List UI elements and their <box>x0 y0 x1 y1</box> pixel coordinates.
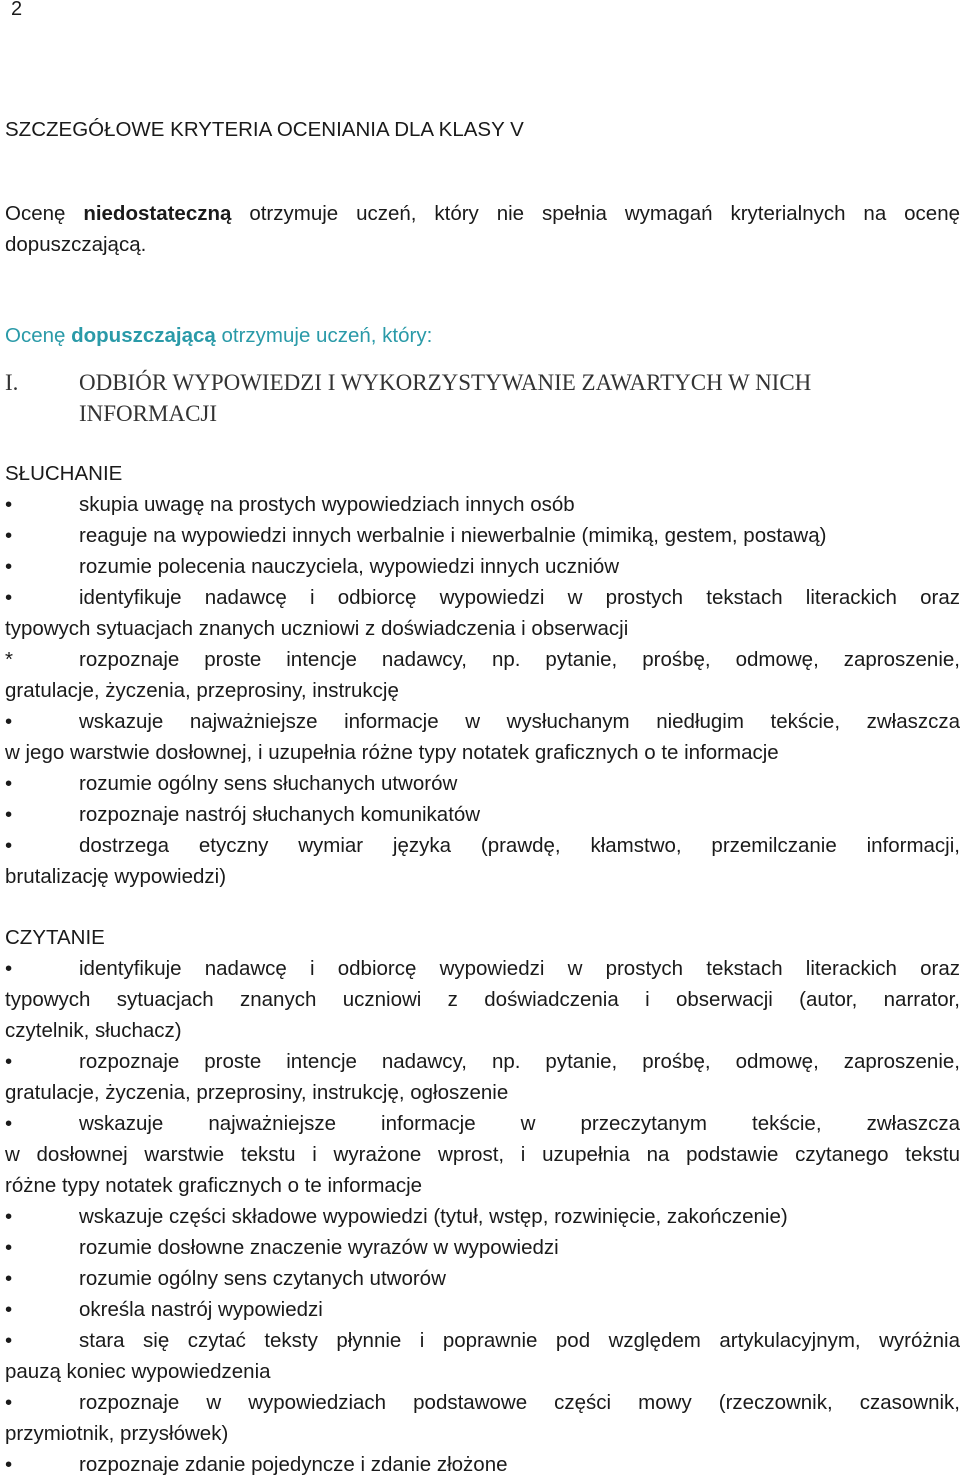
czytanie-item-text: wskazuje najważniejsze informacje w przeczytanym tekście, zwłaszcza <box>79 1112 960 1135</box>
sluchanie-bullet: • <box>5 586 13 609</box>
sluchanie-bullet: • <box>5 710 13 733</box>
intro-paragraph <box>5 198 960 260</box>
intro-grade: niedostateczną <box>83 202 232 225</box>
czytanie-item-text: rozpoznaje proste intencje nadawcy, np. pytanie, prośbę, odmowę, zaproszenie, <box>79 1050 960 1073</box>
sluchanie-item <box>5 706 960 768</box>
czytanie-bullet: • <box>5 1236 13 1259</box>
czytanie-bullet: • <box>5 1329 13 1352</box>
sluchanie-item <box>5 644 960 706</box>
czytanie-item <box>5 1325 960 1387</box>
czytanie-item-continuation: typowych sytuacjach znanych uczniowi z doświadczenia i obserwacji (autor, narrator, <box>5 988 960 1011</box>
sluchanie-item-text: skupia uwagę na prostych wypowiedziach innych osób <box>79 493 575 516</box>
sluchanie-item-line <box>5 520 960 551</box>
czytanie-item-line <box>5 1263 960 1294</box>
czytanie-bullet: • <box>5 1298 13 1321</box>
sluchanie-item <box>5 520 960 551</box>
sluchanie-item-line <box>5 706 960 737</box>
czytanie-item <box>5 1232 960 1263</box>
sluchanie-item-text: dostrzega etyczny wymiar języka (prawdę, kłamstwo, przemilczanie informacji, <box>79 834 960 857</box>
sluchanie-bullet: * <box>5 648 13 671</box>
czytanie-item-line <box>5 1201 960 1232</box>
czytanie-bullet: • <box>5 1391 13 1414</box>
czytanie-item-text: identyfikuje nadawcę i odbiorcę wypowiedzi w prostych tekstach literackich oraz <box>79 957 960 980</box>
sluchanie-item-line <box>5 582 960 613</box>
czytanie-item-continuation: pauzą koniec wypowiedzenia <box>5 1360 271 1383</box>
czytanie-item-continuation: przymiotnik, przysłówek) <box>5 1422 229 1445</box>
sluchanie-bullet: • <box>5 834 13 857</box>
czytanie-item-continuation: gratulacje, życzenia, przeprosiny, instrukcję, ogłoszenie <box>5 1081 509 1104</box>
grade-name: dopuszczającą <box>71 324 216 347</box>
czytanie-item-text: rozumie ogólny sens czytanych utworów <box>79 1267 446 1290</box>
sluchanie-bullet: • <box>5 493 13 516</box>
czytanie-bullet: • <box>5 1205 13 1228</box>
sluchanie-item-line <box>5 768 960 799</box>
czytanie-bullet: • <box>5 1050 13 1073</box>
czytanie-label: CZYTANIE <box>5 926 105 949</box>
section-heading <box>5 367 960 429</box>
sluchanie-item <box>5 799 960 830</box>
sluchanie-bullet: • <box>5 772 13 795</box>
grade-post: otrzymuje uczeń, który: <box>215 324 433 347</box>
sluchanie-bullet: • <box>5 524 13 547</box>
czytanie-item-text: rozpoznaje w wypowiedziach podstawowe części mowy (rzeczownik, czasownik, <box>79 1391 960 1414</box>
sluchanie-item-line <box>5 489 960 520</box>
czytanie-item-line <box>5 1046 960 1077</box>
czytanie-item-line <box>5 1449 960 1480</box>
section-number: I. <box>5 370 19 395</box>
sluchanie-item-continuation: typowych sytuacjach znanych uczniowi z doświadczenia i obserwacji <box>5 617 629 640</box>
sluchanie-item-continuation: brutalizację wypowiedzi) <box>5 865 227 888</box>
page-number: 2 <box>11 0 23 20</box>
sluchanie-label: SŁUCHANIE <box>5 462 123 485</box>
czytanie-bullet: • <box>5 1267 13 1290</box>
czytanie-item <box>5 1108 960 1201</box>
czytanie-item <box>5 1387 960 1449</box>
czytanie-item <box>5 1046 960 1108</box>
sluchanie-item-text: wskazuje najważniejsze informacje w wysłuchanym niedługim tekście, zwłaszcza <box>79 710 960 733</box>
czytanie-item-text: stara się czytać teksty płynnie i poprawnie pod względem artykulacyjnym, wyróżnia <box>79 1329 960 1352</box>
sluchanie-item <box>5 551 960 582</box>
page-title: SZCZEGÓŁOWE KRYTERIA OCENIANIA DLA KLASY V <box>5 118 524 141</box>
czytanie-item-line <box>5 1232 960 1263</box>
sluchanie-item-text: rozpoznaje proste intencje nadawcy, np. pytanie, prośbę, odmowę, zaproszenie, <box>79 648 960 671</box>
sluchanie-item-text: rozpoznaje nastrój słuchanych komunikatów <box>79 803 481 826</box>
czytanie-item-line <box>5 1108 960 1139</box>
sluchanie-item-line <box>5 551 960 582</box>
intro-pre: Ocenę <box>5 202 84 225</box>
section-heading-line1: ODBIÓR WYPOWIEDZI I WYKORZYSTYWANIE ZAWARTYCH W NICH <box>79 370 812 395</box>
sluchanie-item-text: rozumie ogólny sens słuchanych utworów <box>79 772 458 795</box>
sluchanie-item-text: identyfikuje nadawcę i odbiorcę wypowiedzi w prostych tekstach literackich oraz <box>79 586 960 609</box>
czytanie-item <box>5 953 960 1046</box>
sluchanie-item-continuation: gratulacje, życzenia, przeprosiny, instrukcję <box>5 679 399 702</box>
czytanie-item <box>5 1449 960 1480</box>
czytanie-item-line <box>5 1325 960 1356</box>
czytanie-item-continuation: różne typy notatek graficznych o te informacje <box>5 1174 423 1197</box>
czytanie-item-text: wskazuje części składowe wypowiedzi (tytuł, wstęp, rozwinięcie, zakończenie) <box>79 1205 788 1228</box>
czytanie-bullet: • <box>5 1453 13 1476</box>
sluchanie-item-line <box>5 830 960 861</box>
sluchanie-item-text: rozumie polecenia nauczyciela, wypowiedzi innych uczniów <box>79 555 620 578</box>
czytanie-item-text: rozumie dosłowne znaczenie wyrazów w wypowiedzi <box>79 1236 559 1259</box>
sluchanie-item-line <box>5 799 960 830</box>
czytanie-item <box>5 1201 960 1232</box>
sluchanie-item <box>5 768 960 799</box>
czytanie-item <box>5 1263 960 1294</box>
intro-post: otrzymuje uczeń, który nie spełnia wymagań kryterialnych na ocenę dopuszczającą. <box>5 202 960 256</box>
czytanie-item-line <box>5 1387 960 1418</box>
sluchanie-bullet: • <box>5 803 13 826</box>
czytanie-item-line <box>5 1294 960 1325</box>
czytanie-bullet: • <box>5 1112 13 1135</box>
czytanie-item-text: rozpoznaje zdanie pojedyncze i zdanie złożone <box>79 1453 508 1476</box>
czytanie-item-continuation: czytelnik, słuchacz) <box>5 1019 182 1042</box>
sluchanie-item-line <box>5 644 960 675</box>
czytanie-bullet: • <box>5 957 13 980</box>
sluchanie-item <box>5 489 960 520</box>
grade-pre: Ocenę <box>5 324 72 347</box>
grade-line <box>5 320 960 351</box>
czytanie-item-continuation: w dosłownej warstwie tekstu i wyrażone wprost, i uzupełnia na podstawie czytanego tekstu <box>5 1143 960 1166</box>
czytanie-item <box>5 1294 960 1325</box>
sluchanie-item-text: reaguje na wypowiedzi innych werbalnie i niewerbalnie (mimiką, gestem, postawą) <box>79 524 827 547</box>
czytanie-item-text: określa nastrój wypowiedzi <box>79 1298 323 1321</box>
sluchanie-item <box>5 830 960 892</box>
czytanie-item-line <box>5 953 960 984</box>
sluchanie-item <box>5 582 960 644</box>
section-heading-line2: INFORMACJI <box>79 401 218 426</box>
sluchanie-bullet: • <box>5 555 13 578</box>
sluchanie-item-continuation: w jego warstwie dosłownej, i uzupełnia różne typy notatek graficznych o te informacje <box>5 741 779 764</box>
